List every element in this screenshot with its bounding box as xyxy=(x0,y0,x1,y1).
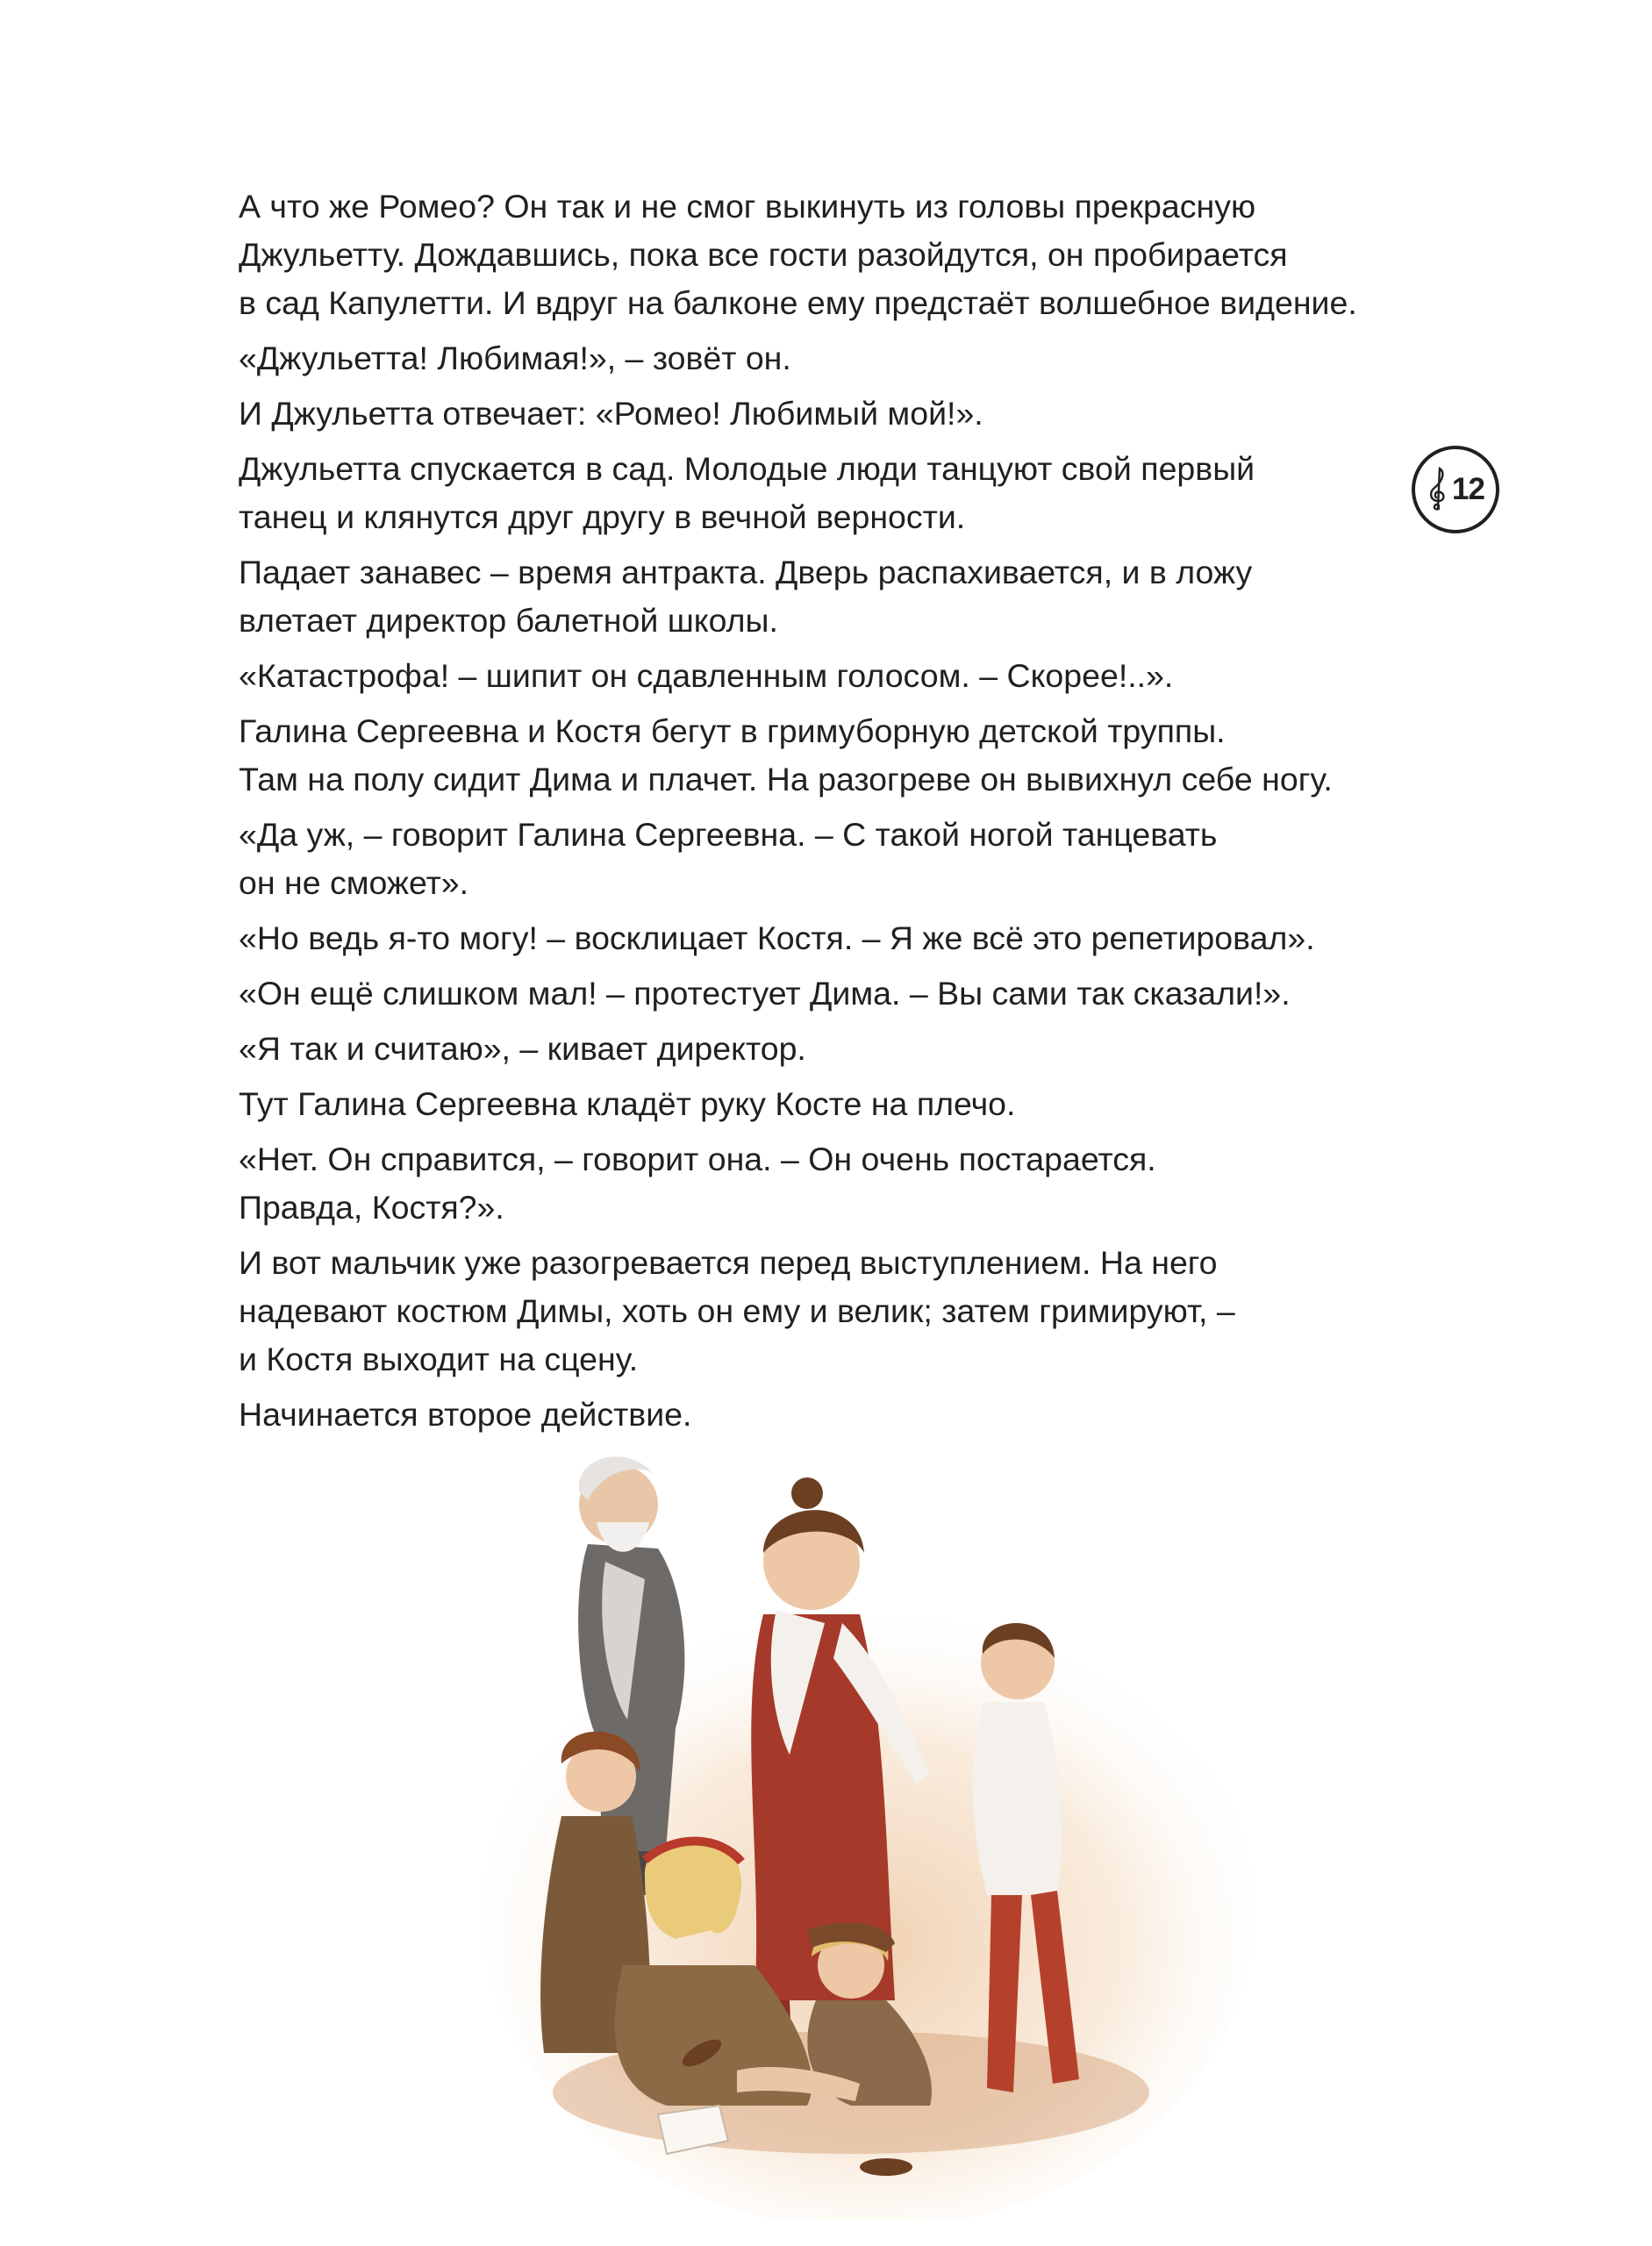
paragraph xyxy=(239,1135,1414,1232)
text-line: «Джульетта! Любимая!», – зовёт он. xyxy=(239,340,791,376)
paragraph xyxy=(239,969,1414,1018)
paragraph xyxy=(239,548,1414,645)
paragraph xyxy=(239,707,1414,804)
paragraph xyxy=(239,1391,1414,1439)
text-line: «Нет. Он справится, – говорит она. – Он очень постарается. xyxy=(239,1141,1156,1177)
story-text xyxy=(239,182,1414,1446)
text-line: Там на полу сидит Дима и плачет. На разогреве он вывихнул себе ногу. xyxy=(239,761,1333,798)
text-line: Джульетту. Дождавшись, пока все гости разойдутся, он пробирается xyxy=(239,236,1288,273)
paragraph xyxy=(239,334,1414,383)
text-line: А что же Ромео? Он так и не смог выкинуть из головы прекрасную xyxy=(239,188,1256,225)
text-line: Падает занавес – время антракта. Дверь распахивается, и в ложу xyxy=(239,554,1253,590)
paragraph xyxy=(239,182,1414,327)
track-number: 12 xyxy=(1452,472,1484,506)
text-line: влетает директор балетной школы. xyxy=(239,602,778,639)
paragraph xyxy=(239,1025,1414,1073)
paragraph xyxy=(239,652,1414,700)
paragraph xyxy=(239,390,1414,438)
text-line: танец и клянутся друг другу в вечной верности. xyxy=(239,498,966,535)
text-line: И Джульетта отвечает: «Ромео! Любимый мой!». xyxy=(239,395,983,432)
text-line: в сад Капулетти. И вдруг на балконе ему предстаёт волшебное видение. xyxy=(239,284,1357,321)
text-line: «Да уж, – говорит Галина Сергеевна. – С такой ногой танцевать xyxy=(239,816,1218,853)
text-line: «Катастрофа! – шипит он сдавленным голосом. – Скорее!..». xyxy=(239,657,1174,694)
text-line: И вот мальчик уже разогревается перед выступлением. На него xyxy=(239,1244,1218,1281)
text-line: и Костя выходит на сцену. xyxy=(239,1341,639,1377)
text-line: он не сможет». xyxy=(239,864,469,901)
text-line: Правда, Костя?». xyxy=(239,1189,504,1226)
audio-track-badge[interactable] xyxy=(1412,446,1499,533)
paragraph xyxy=(239,914,1414,962)
text-line: Джульетта спускается в сад. Молодые люди танцуют свой первый xyxy=(239,450,1255,487)
paragraph xyxy=(239,445,1414,541)
text-line: Тут Галина Сергеевна кладёт руку Косте на плечо. xyxy=(239,1085,1016,1122)
illustration-art xyxy=(474,1439,1263,2220)
paragraph xyxy=(239,1080,1414,1128)
text-line: «Но ведь я-то могу! – восклицает Костя. – Я же всё это репетировал». xyxy=(239,919,1315,956)
text-line: надевают костюм Димы, хоть он ему и велик; затем гримируют, – xyxy=(239,1292,1235,1329)
paragraph xyxy=(239,811,1414,907)
paragraph xyxy=(239,1239,1414,1384)
story-illustration xyxy=(474,1439,1263,2220)
text-line: Начинается второе действие. xyxy=(239,1396,692,1433)
text-line: «Он ещё слишком мал! – протестует Дима. – Вы сами так сказали!». xyxy=(239,975,1291,1012)
text-line: «Я так и считаю», – кивает директор. xyxy=(239,1030,806,1067)
text-line: Галина Сергеевна и Костя бегут в гримуборную детской труппы. xyxy=(239,712,1226,749)
treble-clef-icon xyxy=(1427,465,1449,514)
